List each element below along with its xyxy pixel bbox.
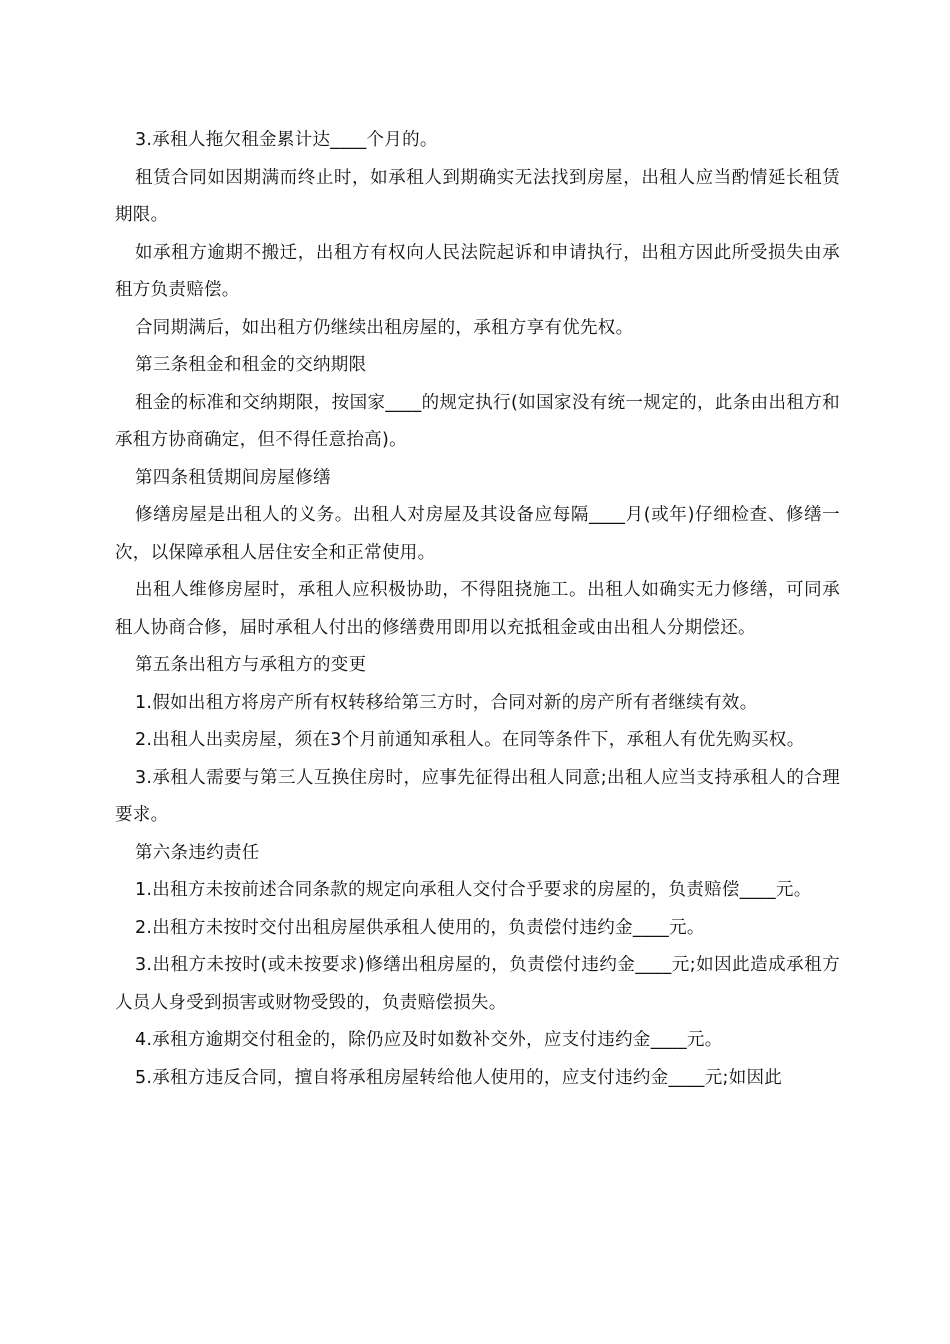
change-item-2: 2.出租人出卖房屋，须在3个月前通知承租人。在同等条件下，承租人有优先购买权。: [135, 730, 805, 750]
priority-right-paragraph: 合同期满后，如出租方仍继续出租房屋的，承租方享有优先权。: [135, 317, 634, 338]
liability-item-4: 4.承租方逾期交付租金的，除仍应及时如数补交外，应支付违约金____元。: [135, 1030, 723, 1050]
document-body: [115, 122, 840, 1097]
lease-extension-paragraph: 租赁合同如因期满而终止时，如承租人到期确实无法找到房屋，出租人应当酌情延长租赁期限。: [115, 167, 840, 225]
liability-item-2: 2.出租方未按时交付出租房屋供承租人使用的，负责偿付违约金____元。: [135, 917, 705, 938]
change-item-3: 3.承租人需要与第三人互换住房时，应事先征得出租人同意;出租人应当支持承租人的合理要求。: [115, 767, 840, 825]
article-4-heading: 第四条租赁期间房屋修缮: [135, 467, 331, 488]
article-3-heading: 第三条租金和租金的交纳期限: [135, 355, 367, 375]
rent-standard-paragraph: 租金的标准和交纳期限，按国家____的规定执行(如国家没有统一规定的，此条由出租方和承租方协商确定，但不得任意抬高)。: [115, 392, 840, 450]
liability-item-3: 3.出租方未按时(或未按要求)修缮出租房屋的，负责偿付违约金____元;如因此造成承租方人员人身受到损害或财物受毁的，负责赔偿损失。: [115, 955, 840, 1013]
change-item-1: 1.假如出租方将房产所有权转移给第三方时，合同对新的房产所有者继续有效。: [135, 692, 758, 713]
clause-item-3-arrears: 3.承租人拖欠租金累计达____个月的。: [135, 130, 438, 150]
repair-cooperation-paragraph: 出租人维修房屋时，承租人应积极协助，不得阻挠施工。出租人如确实无力修缮，可同承租人协商合修，届时承租人付出的修缮费用即用以充抵租金或由出租人分期偿还。: [115, 580, 840, 638]
overdue-moveout-paragraph: 如承租方逾期不搬迁，出租方有权向人民法院起诉和申请执行，出租方因此所受损失由承租方负责赔偿。: [115, 242, 840, 300]
repair-duty-paragraph: 修缮房屋是出租人的义务。出租人对房屋及其设备应每隔____月(或年)仔细检查、修缮一次，以保障承租人居住安全和正常使用。: [115, 505, 840, 563]
article-5-heading: 第五条出租方与承租方的变更: [135, 655, 367, 675]
liability-item-1: 1.出租方未按前述合同条款的规定向承租人交付合乎要求的房屋的，负责赔偿____元。: [135, 880, 812, 900]
article-6-heading: 第六条违约责任: [135, 842, 260, 863]
liability-item-5: 5.承租方违反合同，擅自将承租房屋转给他人使用的，应支付违约金____元;如因此: [135, 1067, 783, 1088]
